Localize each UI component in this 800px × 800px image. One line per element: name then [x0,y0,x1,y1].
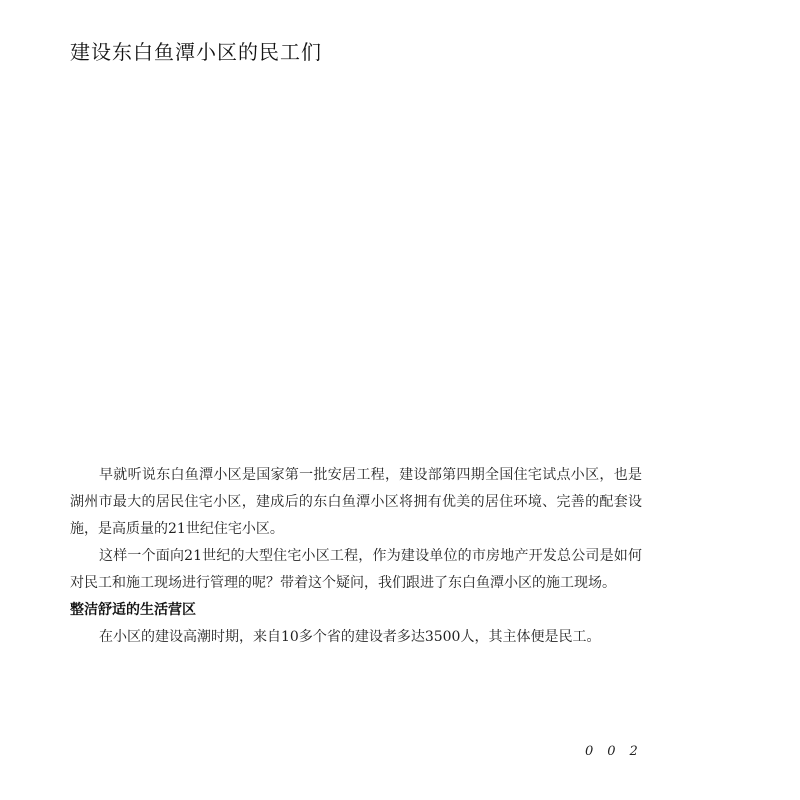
paragraph-intro: 早就听说东白鱼潭小区是国家第一批安居工程，建设部第四期全国住宅试点小区，也是湖州市最大的居民住宅小区，建成后的东白鱼潭小区将拥有优美的居住环境、完善的配套设施，是高质量的21世纪住宅小区。 [70,467,642,537]
article-body [70,462,642,651]
paragraph-section: 在小区的建设高潮时期，来自10多个省的建设者多达3500人，其主体便是民工。 [99,629,601,645]
paragraph-question: 这样一个面向21世纪的大型住宅小区工程，作为建设单位的市房地产开发总公司是如何对民工和施工现场进行管理的呢？带着这个疑问，我们跟进了东白鱼潭小区的施工现场。 [70,548,642,591]
document-title: 建设东白鱼潭小区的民工们 [70,40,322,64]
page-number: 002 [585,744,652,759]
section-heading: 整洁舒适的生活营区 [70,602,196,618]
